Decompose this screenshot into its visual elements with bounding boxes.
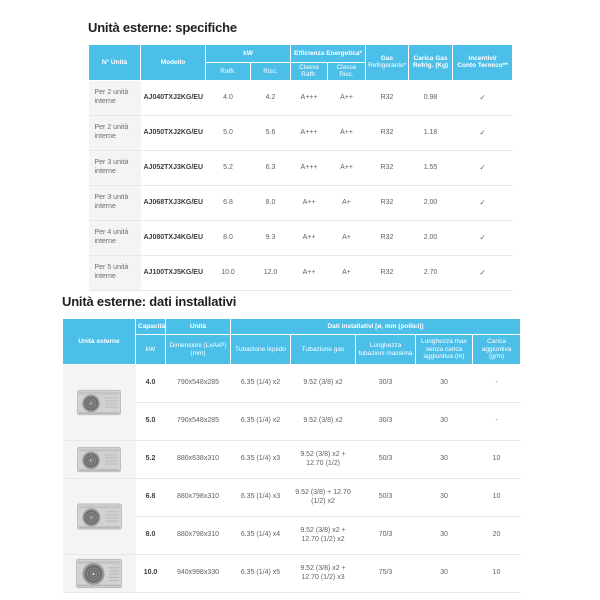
gas-label-line1: Gas	[380, 55, 394, 62]
col-header-unita-esterne: Unità esterne	[63, 319, 136, 365]
liquid-pipe-cell: 6.35 (1/4) x2	[231, 403, 291, 441]
gas-pipe-cell: 9.52 (3/8) x2 + 12.70 (1/2)	[291, 441, 356, 479]
capacity-cell: 5.2	[136, 441, 166, 479]
col-header-n-unita: N° Unità	[89, 45, 141, 81]
extra-charge-cell: -	[473, 365, 521, 403]
check-icon: ✓	[453, 150, 513, 185]
kw-risc-cell: 6.3	[251, 150, 291, 185]
units-cell: Per 4 unità interne	[89, 220, 141, 255]
col-subheader-dimensioni: Dimensioni (LxAxP) (mm)	[166, 335, 231, 365]
col-subheader-lunghezza-senza-carica: Lunghezza max senza carica aggiuntiva (m)	[416, 335, 473, 365]
units-cell: Per 2 unità interne	[89, 115, 141, 150]
table-row	[89, 220, 513, 255]
kw-risc-cell: 9.3	[251, 220, 291, 255]
kw-raffr-cell: 8.0	[206, 220, 251, 255]
carica-cell: 0.98	[409, 80, 453, 115]
outdoor-units-specs-section	[88, 20, 512, 291]
dimensions-cell: 940x998x330	[166, 555, 231, 593]
kw-raffr-cell: 4.0	[206, 80, 251, 115]
carica-cell: 2.00	[409, 185, 453, 220]
outdoor-unit-image	[77, 445, 121, 474]
outdoor-unit-image	[76, 557, 122, 590]
capacity-cell: 6.8	[136, 479, 166, 517]
classe-risc-cell: A+	[328, 220, 366, 255]
gas-cell: R32	[366, 220, 409, 255]
extra-charge-cell: 10	[473, 441, 521, 479]
liquid-pipe-cell: 6.35 (1/4) x4	[231, 517, 291, 555]
model-cell: AJ068TXJ3KG/EU	[141, 185, 206, 220]
col-header-modello: Modello	[141, 45, 206, 81]
kw-risc-cell: 12.0	[251, 255, 291, 290]
no-charge-length-cell: 30	[416, 555, 473, 593]
extra-charge-cell: 10	[473, 479, 521, 517]
carica-cell: 1.18	[409, 115, 453, 150]
col-subheader-kw: kW	[136, 335, 166, 365]
table-row	[89, 115, 513, 150]
col-subheader-raffr: Raffr.	[206, 63, 251, 81]
classe-raffr-cell: A+++	[291, 80, 328, 115]
col-header-unita: Unità	[166, 319, 231, 335]
classe-raffr-cell: A++	[291, 255, 328, 290]
col-subheader-risc: Risc.	[251, 63, 291, 81]
classe-risc-cell: A++	[328, 115, 366, 150]
model-cell: AJ040TXJ2KG/EU	[141, 80, 206, 115]
gas-pipe-cell: 9.52 (3/8) x2 + 12.70 (1/2) x2	[291, 517, 356, 555]
carica-cell: 2.00	[409, 220, 453, 255]
max-length-cell: 50/3	[356, 441, 416, 479]
capacity-cell: 10.0	[136, 555, 166, 593]
capacity-cell: 4.0	[136, 365, 166, 403]
carica-label-line1: Carica Gas	[413, 55, 448, 62]
classe-risc-cell: A+	[328, 255, 366, 290]
dimensions-cell: 790x548x285	[166, 365, 231, 403]
liquid-pipe-cell: 6.35 (1/4) x5	[231, 555, 291, 593]
check-icon: ✓	[453, 80, 513, 115]
liquid-pipe-cell: 6.35 (1/4) x3	[231, 441, 291, 479]
col-header-gas	[366, 45, 409, 81]
model-cell: AJ100TXJ5KG/EU	[141, 255, 206, 290]
outdoor-units-install-section	[62, 294, 520, 593]
install-table-header	[63, 319, 521, 365]
check-icon: ✓	[453, 220, 513, 255]
kw-risc-cell: 8.0	[251, 185, 291, 220]
gas-cell: R32	[366, 255, 409, 290]
model-cell: AJ080TXJ4KG/EU	[141, 220, 206, 255]
classe-risc-cell: A++	[328, 80, 366, 115]
table-row	[89, 185, 513, 220]
kw-raffr-cell: 5.0	[206, 115, 251, 150]
outdoor-unit-photo	[63, 365, 136, 441]
carica-label-line2: Refrig. (Kg)	[412, 62, 449, 70]
units-cell: Per 3 unità interne	[89, 185, 141, 220]
incentivi-label-line1: Incentivi/	[468, 55, 497, 62]
gas-cell: R32	[366, 115, 409, 150]
capacity-cell: 5.0	[136, 403, 166, 441]
kw-raffr-cell: 5.2	[206, 150, 251, 185]
max-length-cell: 75/3	[356, 555, 416, 593]
extra-charge-cell: 10	[473, 555, 521, 593]
model-cell: AJ050TXJ2KG/EU	[141, 115, 206, 150]
no-charge-length-cell: 30	[416, 479, 473, 517]
kw-risc-cell: 5.6	[251, 115, 291, 150]
classe-raffr-cell: A+++	[291, 115, 328, 150]
no-charge-length-cell: 30	[416, 441, 473, 479]
carica-cell: 1.55	[409, 150, 453, 185]
col-header-carica	[409, 45, 453, 81]
liquid-pipe-cell: 6.35 (1/4) x2	[231, 365, 291, 403]
capacity-cell: 8.0	[136, 517, 166, 555]
specs-table-header	[89, 45, 513, 81]
col-subheader-lunghezza-massima: Lunghezza tubazioni massima	[356, 335, 416, 365]
gas-cell: R32	[366, 185, 409, 220]
outdoor-unit-image	[77, 389, 121, 416]
classe-raffr-cell: A++	[291, 220, 328, 255]
carica-cell: 2.70	[409, 255, 453, 290]
gas-pipe-cell: 9.52 (3/8) x2	[291, 403, 356, 441]
table-row	[63, 365, 521, 403]
col-group-kw: kW	[206, 45, 291, 63]
units-cell: Per 5 unità interne	[89, 255, 141, 290]
col-header-incentivi	[453, 45, 513, 81]
install-title: Unità esterne: dati installativi	[62, 294, 237, 309]
gas-cell: R32	[366, 80, 409, 115]
specs-title: Unità esterne: specifiche	[88, 20, 237, 35]
no-charge-length-cell: 30	[416, 517, 473, 555]
col-subheader-tubazione-gas: Tubazione gas	[291, 335, 356, 365]
dimensions-cell: 880x798x310	[166, 479, 231, 517]
classe-raffr-cell: A++	[291, 185, 328, 220]
classe-risc-cell: A+	[328, 185, 366, 220]
incentivi-label-line2: Conto Termico**	[457, 62, 508, 70]
col-subheader-tubazione-liquido: Tubazione liquido	[231, 335, 291, 365]
classe-risc-cell: A++	[328, 150, 366, 185]
col-subheader-classe-raffr: Classe Raffr.	[291, 63, 328, 81]
install-table	[62, 318, 521, 593]
max-length-cell: 30/3	[356, 403, 416, 441]
extra-charge-cell: 20	[473, 517, 521, 555]
no-charge-length-cell: 30	[416, 365, 473, 403]
table-row	[89, 255, 513, 290]
col-subheader-carica-aggiuntiva: Carica aggiuntiva (g/m)	[473, 335, 521, 365]
gas-cell: R32	[366, 150, 409, 185]
table-row	[89, 80, 513, 115]
classe-raffr-cell: A+++	[291, 150, 328, 185]
table-row	[63, 441, 521, 479]
no-charge-length-cell: 30	[416, 403, 473, 441]
check-icon: ✓	[453, 185, 513, 220]
check-icon: ✓	[453, 255, 513, 290]
liquid-pipe-cell: 6.35 (1/4) x3	[231, 479, 291, 517]
gas-pipe-cell: 9.52 (3/8) + 12.70 (1/2) x2	[291, 479, 356, 517]
units-cell: Per 2 unità interne	[89, 80, 141, 115]
dimensions-cell: 790x548x285	[166, 403, 231, 441]
check-icon: ✓	[453, 115, 513, 150]
gas-pipe-cell: 9.52 (3/8) x2	[291, 365, 356, 403]
col-subheader-classe-risc: Classe Risc.	[328, 63, 366, 81]
specs-table	[88, 44, 513, 291]
col-group-dati-installativi: Dati installativi [ø, mm (pollici)]	[231, 319, 521, 335]
dimensions-cell: 880x638x310	[166, 441, 231, 479]
gas-pipe-cell: 9.52 (3/8) x2 + 12.70 (1/2) x3	[291, 555, 356, 593]
gas-label-line2: Refrigerante*	[368, 62, 407, 70]
dimensions-cell: 880x798x310	[166, 517, 231, 555]
extra-charge-cell: -	[473, 403, 521, 441]
table-row	[63, 555, 521, 593]
outdoor-unit-photo	[63, 479, 136, 555]
max-length-cell: 70/3	[356, 517, 416, 555]
col-header-capacita: Capacità	[136, 319, 166, 335]
kw-raffr-cell: 10.0	[206, 255, 251, 290]
max-length-cell: 50/3	[356, 479, 416, 517]
outdoor-unit-photo	[63, 441, 136, 479]
units-cell: Per 3 unità interne	[89, 150, 141, 185]
max-length-cell: 30/3	[356, 365, 416, 403]
model-cell: AJ052TXJ3KG/EU	[141, 150, 206, 185]
outdoor-unit-photo	[63, 555, 136, 593]
kw-risc-cell: 4.2	[251, 80, 291, 115]
col-group-efficienza: Efficienza Energetica*	[291, 45, 366, 63]
outdoor-unit-image	[77, 501, 122, 532]
table-row	[89, 150, 513, 185]
kw-raffr-cell: 6.8	[206, 185, 251, 220]
table-row	[63, 479, 521, 517]
